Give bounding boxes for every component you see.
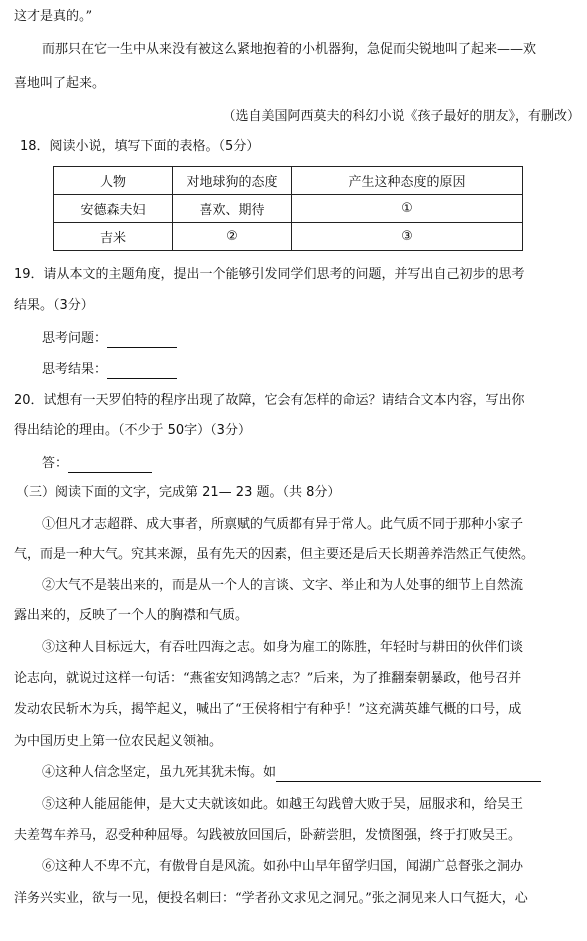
- table-header-cell: 对地球狗的态度: [173, 167, 292, 195]
- table-row: [54, 195, 523, 223]
- table-cell: ②: [173, 223, 292, 251]
- ask-label: 思考问题：: [42, 331, 108, 346]
- story-line: 喜地叫了起来。: [14, 76, 106, 91]
- table-header-cell: 产生这种态度的原因: [292, 167, 523, 195]
- question-20-answer: [42, 455, 580, 473]
- table-header-cell: 人物: [54, 167, 173, 195]
- paragraph-line: ⑤这种人能屈能伸，是大丈夫就该如此。如越王勾践曾大败于吴，屈服求和，给吴王: [42, 797, 524, 812]
- answer-blank: [68, 458, 152, 473]
- question-19-line: 结果。（3分）: [14, 298, 94, 313]
- story-line: 而那只在它一生中从来没有被这么紧地抱着的小机器狗，急促而尖锐地叫了起来——欢: [42, 42, 537, 57]
- paragraph-line: 气，而是一种大气。究其来源，虽有先天的因素，但主要还是后天长期善养浩然正气使然。: [14, 547, 535, 562]
- table-row: [54, 223, 523, 251]
- paragraph-4-text: ④这种人信念坚定，虽九死其犹未悔。如: [42, 765, 277, 780]
- question-19-line: 19．请从本文的主题角度，提出一个能够引发同学们思考的问题，并写出自己初步的思考: [14, 267, 525, 282]
- paragraph-line: 夫差驾车养马，忍受种种屈辱。勾践被放回国后，卧薪尝胆，发愤图强，终于打败吴王。: [14, 828, 522, 843]
- answer-label: 答：: [42, 456, 69, 471]
- paragraph-line: 为中国历史上第一位农民起义领袖。: [14, 734, 223, 749]
- ask-blank: [107, 333, 177, 348]
- question-20-line: 20．试想有一天罗伯特的程序出现了故障，它会有怎样的命运？请结合文本内容，写出你: [14, 393, 525, 408]
- table-cell: 喜欢、期待: [173, 195, 292, 223]
- table-cell: ①: [292, 195, 523, 223]
- table-header-row: [54, 167, 523, 195]
- question-19-ask: [42, 330, 580, 348]
- table-cell: 吉米: [54, 223, 173, 251]
- table-cell: 安德森夫妇: [54, 195, 173, 223]
- answer-table: [53, 166, 523, 251]
- result-blank: [107, 364, 177, 379]
- paragraph-line: ③这种人目标远大，有吞吐四海之志。如身为雇工的陈胜，年轻时与耕田的伙伴们谈: [42, 640, 524, 655]
- paragraph-line: ①但凡才志超群、成大事者，所禀赋的气质都有异于常人。此气质不同于那种小家子: [42, 517, 524, 532]
- story-line: 这才是真的。”: [14, 9, 93, 24]
- paragraph-line: 露出来的，反映了一个人的胸襟和气质。: [14, 608, 249, 623]
- paragraph-line: 发动农民斩木为兵，揭竿起义，喊出了“王侯将相宁有种乎！”这充满英雄气概的口号，成: [14, 702, 522, 717]
- question-18-prompt: 18．阅读小说，填写下面的表格。（5分）: [20, 139, 260, 154]
- question-19-result: [42, 361, 580, 379]
- section-title: （三）阅读下面的文字，完成第 21— 23 题。（共 8分）: [16, 485, 341, 500]
- result-label: 思考结果：: [42, 362, 108, 377]
- table-cell: ③: [292, 223, 523, 251]
- fill-in-blank: [276, 767, 541, 782]
- paragraph-line: ②大气不是装出来的，而是从一个人的言谈、文字、举止和为人处事的细节上自然流: [42, 578, 524, 593]
- question-20-line: 得出结论的理由。（不少于 50字）（3分）: [14, 423, 251, 438]
- paragraph-line: ⑥这种人不卑不亢，有傲骨自是风流。如孙中山早年留学归国，闻湖广总督张之洞办: [42, 859, 524, 874]
- source-note: （选自美国阿西莫夫的科幻小说《孩子最好的朋友》，有删改）: [222, 109, 580, 124]
- paragraph-line: 洋务兴实业，欲与一见，便投名刺曰：“学者孙文求见之洞兄。”张之洞见来人口气挺大，心: [14, 891, 528, 906]
- paragraph-line-blank: [42, 764, 580, 782]
- paragraph-line: 论志向，就说过这样一句话：“燕雀安知鸿鹄之志？”后来，为了推翻秦朝暴政，他号召并: [14, 671, 522, 686]
